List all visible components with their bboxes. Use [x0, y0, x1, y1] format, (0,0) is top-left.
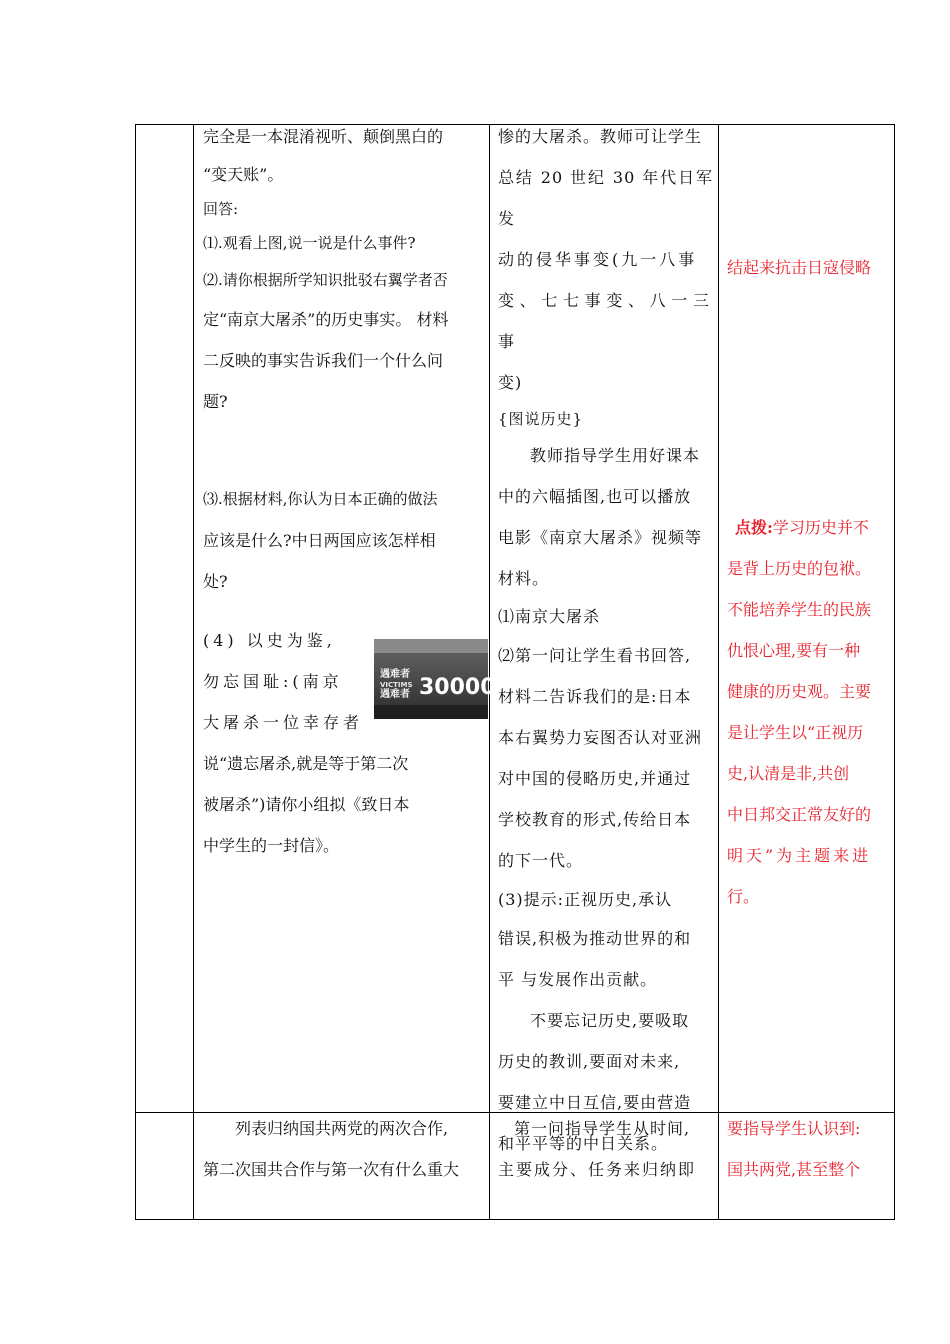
question-4-continued — [203, 743, 488, 866]
row2-student-cell — [203, 1108, 483, 1190]
question-3-block — [203, 479, 483, 602]
text-line: 历史的教训,要面对未来, — [498, 1052, 681, 1071]
text-line: ⑵第一问让学生看书回答, — [498, 646, 692, 665]
question-3: 应该是什么?中日两国应该怎样相 — [203, 531, 436, 550]
text-line: 健康的历史观。主要 — [727, 682, 872, 701]
question-4: 说“遗忘屠杀,就是等于第二次 — [203, 754, 409, 773]
tip-label: 点拨: — [735, 518, 773, 537]
text-line: 仇恨心理,要有一种 — [727, 641, 861, 660]
text-line: 教师指导学生用好课本 — [530, 446, 701, 465]
text-line: 中日邦交正常友好的 — [727, 805, 872, 824]
text-line: 变) — [498, 373, 523, 392]
memorial-wall-image — [374, 639, 511, 719]
text-line: 学校教育的形式,传给日本 — [498, 810, 692, 829]
text-line: 材料。 — [498, 569, 550, 588]
victims-memorial-photo — [374, 639, 511, 719]
text-line: 和平平等的中日关系。 — [498, 1134, 669, 1153]
text-line: 不能培养学生的民族 — [727, 600, 872, 619]
text-line: 的下一代。 — [498, 851, 584, 870]
column-divider — [489, 125, 490, 1219]
question-3: 处? — [203, 572, 228, 591]
text-line: 国共两党,甚至整个 — [727, 1160, 861, 1179]
text-line: 要指导学生认识到: — [727, 1119, 861, 1138]
question-4: 中学生的一封信》。 — [203, 836, 340, 855]
question-3: ⑶.根据材料,你认为日本正确的做法 — [203, 490, 438, 508]
tip-line — [727, 507, 889, 548]
text-line: 是背上历史的包袱。 — [727, 559, 872, 578]
text-line: 完全是一本混淆视听、颠倒黑白的 — [203, 127, 444, 146]
row2-teacher-cell — [498, 1108, 713, 1190]
teacher-guidance-cell — [498, 116, 713, 1164]
text-line: 错误,积极为推动世界的和 — [498, 929, 692, 948]
column-divider — [193, 125, 194, 1219]
text-line: 结起来抗击日寇侵略 — [727, 258, 872, 277]
question-2: 题? — [203, 392, 228, 411]
photo-text-cn-top: 遇难者 — [380, 669, 410, 680]
text-line: 主要成分、任务来归纳即 — [498, 1160, 697, 1179]
text-line: 要建立中日互信,要由营造 — [498, 1093, 692, 1112]
text-line: 第一问指导学生从时间, — [514, 1119, 691, 1138]
row2-note-cell — [727, 1108, 889, 1190]
question-1: ⑴.观看上图,说一说是什么事件? — [203, 234, 416, 252]
tip-note-cell — [727, 507, 889, 917]
question-4-block — [203, 620, 371, 743]
text-line: 变、七七事变、八一三事 — [498, 291, 713, 351]
text-line: 惨的大屠杀。教师可让学生 — [498, 127, 703, 146]
text-line: “变天账”。 — [203, 165, 284, 184]
question-4: 被屠杀”)请你小组拟《致日本 — [203, 795, 410, 814]
text-line: {图说历史} — [498, 410, 584, 428]
text-line: 本右翼势力妄图否认对亚洲 — [498, 728, 703, 747]
text-line: 电影《南京大屠杀》视频等 — [498, 528, 703, 547]
text-line: 对中国的侵略历史,并通过 — [498, 769, 692, 788]
text-line: 总结 20 世纪 30 年代日军发 — [498, 168, 713, 228]
photo-text-cn-bottom: 遇难者 — [380, 689, 410, 700]
student-activity-cell — [203, 116, 483, 422]
text-line: 明天”为主题来进 — [727, 846, 872, 865]
photo-text-en: VICTIMS — [380, 681, 413, 689]
text-line: (3)提示:正视历史,承认 — [498, 890, 673, 909]
text-line: 中的六幅插图,也可以播放 — [498, 487, 692, 506]
question-4: 大屠杀一位幸存者 — [203, 713, 364, 732]
text-line: 回答: — [203, 200, 239, 218]
text-line: 行。 — [727, 887, 760, 906]
text-line: ⑴南京大屠杀 — [498, 607, 601, 626]
question-2: ⑵.请你根据所学知识批驳右翼学者否 — [203, 271, 448, 289]
text-line: 平 与发展作出贡献。 — [498, 970, 658, 989]
text-line: 材料二告诉我们的是:日本 — [498, 687, 692, 706]
text-line: 学习历史并不 — [772, 518, 869, 537]
text-line: 列表归纳国共两党的两次合作, — [235, 1119, 449, 1138]
question-2: 二反映的事实告诉我们一个什么问 — [203, 351, 444, 370]
victim-count-number: 300000 — [419, 675, 511, 700]
text-line: 第二次国共合作与第一次有什么重大 — [203, 1160, 460, 1179]
question-2: 定“南京大屠杀”的历史事实。 材料 — [203, 310, 449, 329]
text-line: 是让学生以“正视历 — [727, 723, 864, 742]
column-divider — [718, 125, 719, 1219]
design-note-cell — [727, 247, 889, 288]
text-line: 不要忘记历史,要吸取 — [530, 1011, 690, 1030]
text-line: 动的侵华事变(九一八事 — [498, 250, 698, 269]
question-4: (4) 以史为鉴, — [203, 631, 336, 650]
question-4: 勿忘国耻:(南京 — [203, 672, 343, 691]
text-line: 史,认清是非,共创 — [727, 764, 850, 783]
